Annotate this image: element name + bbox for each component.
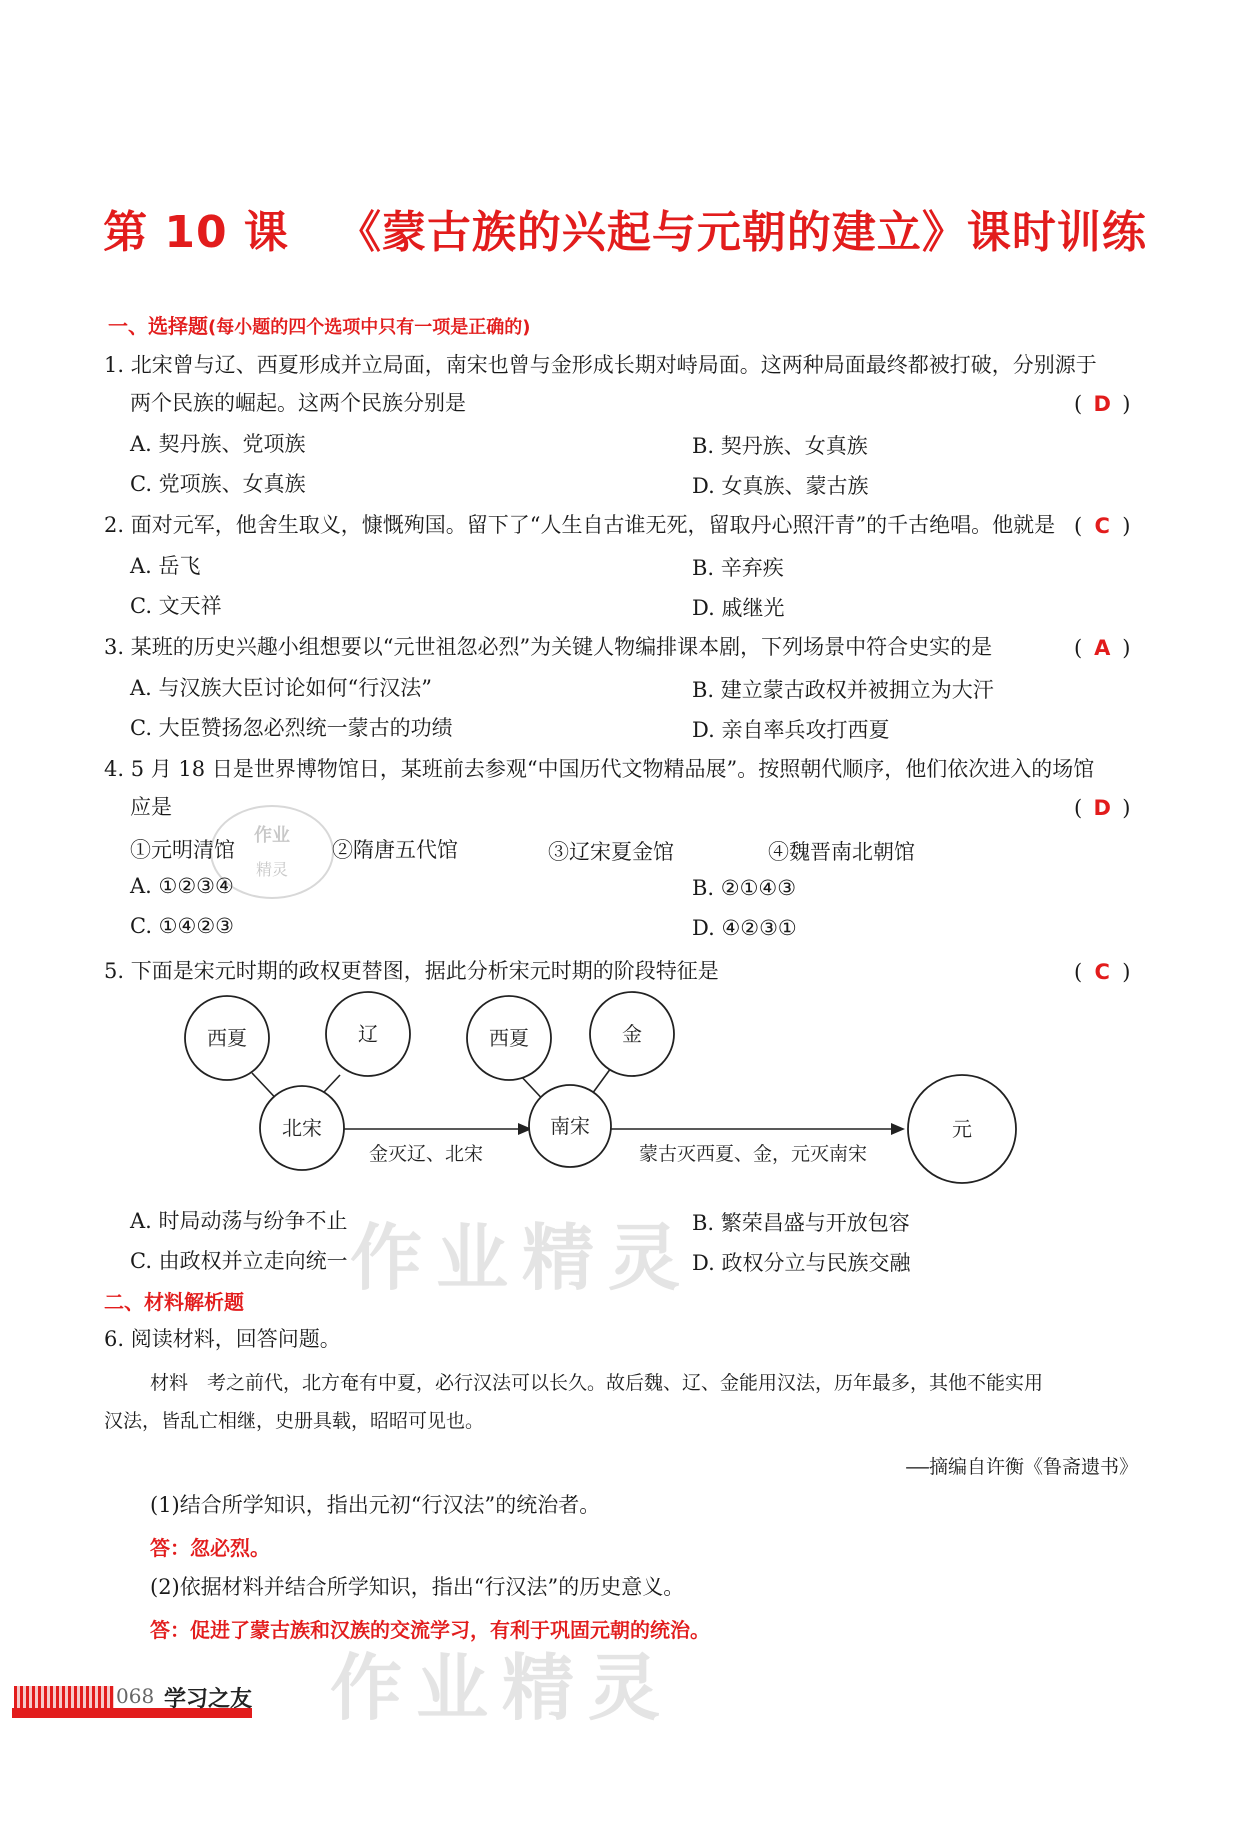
question-5-line1: 5. 下面是宋元时期的政权更替图，据此分析宋元时期的阶段特征是 bbox=[104, 959, 719, 983]
hall-item-2: ②隋唐五代馆 bbox=[332, 838, 458, 862]
question-1-answer: ( D ) bbox=[1074, 392, 1131, 416]
node-liao-label: 辽 bbox=[358, 1022, 378, 1046]
arrow-2-head bbox=[891, 1123, 905, 1135]
lesson-number: 第 10 课 bbox=[103, 207, 289, 258]
page-number: 068 bbox=[116, 1684, 155, 1708]
option-3a: A. 与汉族大臣讨论如何“行汉法” bbox=[130, 676, 432, 700]
question-4-answer: ( D ) bbox=[1074, 796, 1131, 820]
material-line-2: 汉法，皆乱亡相继，史册具载，昭昭可见也。 bbox=[104, 1410, 485, 1432]
option-2d: D. 戚继光 bbox=[692, 596, 785, 620]
node-xixia-1-label: 西夏 bbox=[207, 1026, 247, 1050]
stamp-text-top: 作业 bbox=[254, 825, 290, 846]
option-5c: C. 由政权并立走向统一 bbox=[130, 1249, 348, 1273]
option-1b: B. 契丹族、女真族 bbox=[692, 434, 868, 458]
option-2b: B. 辛弃疾 bbox=[692, 556, 784, 580]
option-1c: C. 党项族、女真族 bbox=[130, 472, 306, 496]
arrow-1-label: 金灭辽、北宋 bbox=[368, 1143, 484, 1165]
section-heading-material: 二、材料解析题 bbox=[104, 1290, 244, 1314]
option-1a: A. 契丹族、党项族 bbox=[130, 432, 306, 456]
stamp-text-bottom: 精灵 bbox=[255, 860, 288, 879]
hall-item-4: ④魏晋南北朝馆 bbox=[768, 840, 915, 864]
sub-question-1: (1)结合所学知识，指出元初“行汉法”的统治者。 bbox=[150, 1493, 601, 1517]
node-yuan-label: 元 bbox=[952, 1117, 972, 1141]
material-line-1: 材料 考之前代，北方奄有中夏，必行汉法可以长久。故后魏、辽、金能用汉法，历年最多，其他不能实用 bbox=[150, 1372, 1044, 1394]
question-4-line1: 4. 5 月 18 日是世界博物馆日，某班前去参观“中国历代文物精品展”。按照朝代顺序，他们依次进入的场馆 bbox=[104, 757, 1095, 781]
brand-name: 学习之友 bbox=[164, 1687, 253, 1712]
node-jin-label: 金 bbox=[622, 1022, 642, 1046]
option-4a: A. ①②③④ bbox=[130, 874, 234, 898]
question-3-answer: ( A ) bbox=[1074, 636, 1131, 660]
option-2c: C. 文天祥 bbox=[130, 594, 222, 618]
option-4d: D. ④②③① bbox=[692, 916, 797, 940]
hall-item-3: ③辽宋夏金馆 bbox=[548, 840, 674, 864]
watermark-2: 作业精灵 bbox=[330, 1646, 675, 1730]
material-source: ——摘编自许衡《鲁斋遗书》 bbox=[906, 1456, 1138, 1478]
question-3-line1: 3. 某班的历史兴趣小组想要以“元世祖忽必烈”为关键人物编排课本剧，下列场景中符合史实的是 bbox=[104, 635, 993, 659]
question-6-stem: 6. 阅读材料，回答问题。 bbox=[104, 1327, 341, 1351]
arrow-2-label: 蒙古灭西夏、金，元灭南宋 bbox=[638, 1143, 868, 1165]
node-nansong-label: 南宋 bbox=[550, 1114, 590, 1138]
option-5b: B. 繁荣昌盛与开放包容 bbox=[692, 1211, 910, 1235]
watermark-1: 作业精灵 bbox=[350, 1216, 695, 1300]
option-3d: D. 亲自率兵攻打西夏 bbox=[692, 718, 890, 742]
option-3c: C. 大臣赞扬忽必烈统一蒙古的功绩 bbox=[130, 716, 453, 740]
question-2-line1: 2. 面对元军，他舍生取义，慷慨殉国。留下了“人生自古谁无死，留取丹心照汗青”的千古绝唱。他就是 bbox=[104, 513, 1056, 537]
option-1d: D. 女真族、蒙古族 bbox=[692, 474, 869, 498]
lesson-name: 《蒙古族的兴起与元朝的建立》课时训练 bbox=[336, 207, 1147, 258]
answer-1: 答：忽必烈。 bbox=[150, 1536, 270, 1560]
question-5-answer: ( C ) bbox=[1074, 960, 1131, 984]
answer-2: 答：促进了蒙古族和汉族的交流学习，有利于巩固元朝的统治。 bbox=[150, 1618, 710, 1642]
question-1-line1: 1. 北宋曾与辽、西夏形成并立局面，南宋也曾与金形成长期对峙局面。这两种局面最终都被打破，分别源于 bbox=[104, 353, 1097, 377]
option-5a: A. 时局动荡与纷争不止 bbox=[130, 1209, 348, 1233]
question-4-line2: 应是 bbox=[130, 795, 172, 819]
question-1-line2: 两个民族的崛起。这两个民族分别是 bbox=[130, 391, 466, 415]
sub-question-2: (2)依据材料并结合所学知识，指出“行汉法”的历史意义。 bbox=[150, 1575, 685, 1599]
node-beisong-label: 北宋 bbox=[282, 1116, 322, 1140]
node-xixia-2-label: 西夏 bbox=[489, 1026, 529, 1050]
option-4b: B. ②①④③ bbox=[692, 876, 797, 900]
hall-item-1: ①元明清馆 bbox=[130, 838, 235, 862]
option-3b: B. 建立蒙古政权并被拥立为大汗 bbox=[692, 678, 994, 702]
question-2-answer: ( C ) bbox=[1074, 514, 1131, 538]
footer-pattern bbox=[14, 1686, 114, 1708]
option-4c: C. ①④②③ bbox=[130, 914, 234, 938]
option-2a: A. 岳飞 bbox=[130, 554, 201, 578]
option-5d: D. 政权分立与民族交融 bbox=[692, 1251, 911, 1275]
section-heading-choice: 一、选择题(每小题的四个选项中只有一项是正确的) bbox=[108, 314, 531, 338]
